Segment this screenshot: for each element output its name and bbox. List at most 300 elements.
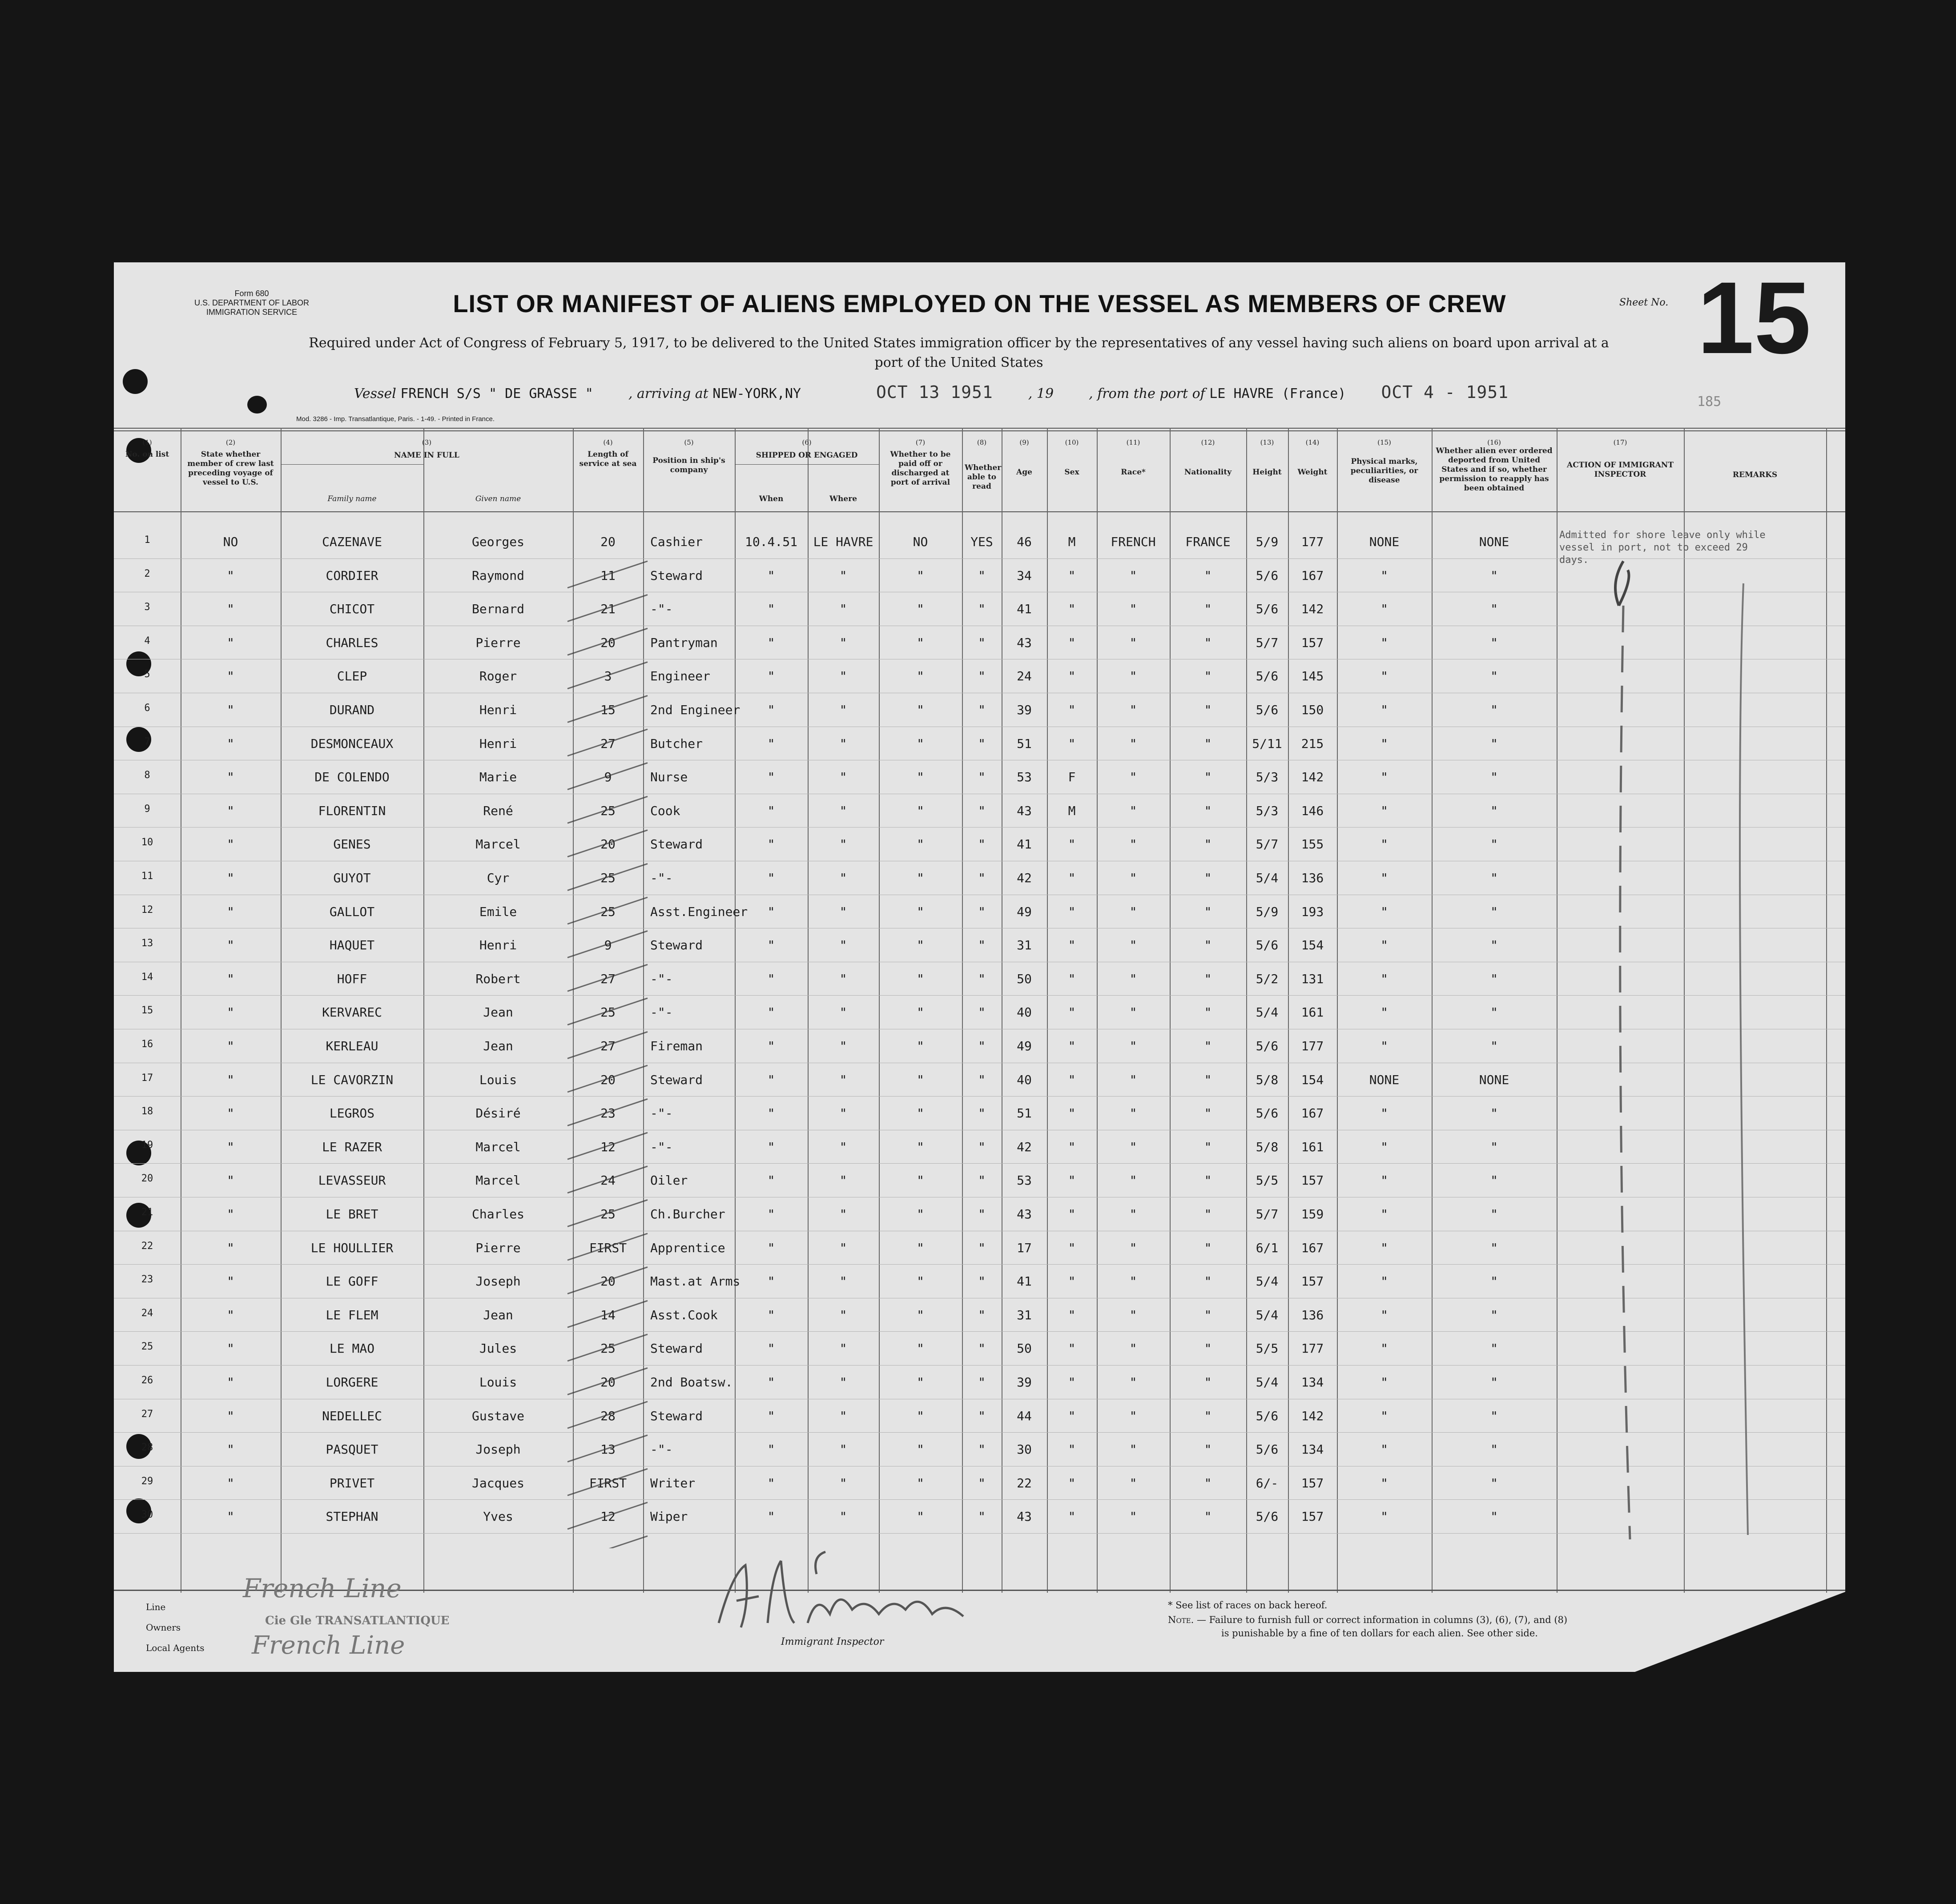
crew-cell-read: " [978,1308,986,1322]
crew-cell-weight: 136 [1301,871,1324,885]
crew-cell-age: 43 [1017,635,1032,650]
crew-cell-service: 27 [600,972,616,986]
column-number: (10) [1065,438,1079,446]
column-number: (16) [1487,438,1501,446]
crew-cell-phys: " [1380,568,1388,583]
crew-cell-family: FLORENTIN [318,803,386,818]
crew-cell-age: 43 [1017,1509,1032,1524]
crew-cell-when: " [767,904,775,919]
crew-cell-where: " [839,972,847,986]
crew-cell-deport: " [1490,1476,1498,1490]
crew-cell-where: " [839,1274,847,1289]
crew-cell-age: 40 [1017,1073,1032,1087]
crew-cell-height: 5/8 [1256,1140,1279,1154]
crew-cell-deport: " [1490,770,1498,784]
crew-cell-where: " [839,1106,847,1121]
crew-cell-when: " [767,1106,775,1121]
crew-cell-nat: " [1204,1442,1212,1457]
crew-cell-given: Marie [479,770,517,784]
crew-cell-nat: " [1204,1073,1212,1087]
crew-cell-sex: " [1068,1173,1076,1188]
crew-cell-service: 25 [600,1005,616,1020]
crew-cell-height: 5/6 [1256,568,1279,583]
crew-cell-nat: " [1204,1476,1212,1490]
crew-cell-position: -"- [650,871,673,885]
crew-cell-deport: " [1490,1274,1498,1289]
crew-cell-read: " [978,1039,986,1053]
crew-cell-phys: " [1380,1442,1388,1457]
crew-cell-family: LORGERE [326,1375,378,1390]
crew-cell-prev: " [227,938,234,952]
crew-cell-no: 29 [141,1476,153,1487]
crew-cell-phys: " [1380,1476,1388,1490]
crew-cell-read: " [978,736,986,751]
crew-cell-no: 11 [141,871,153,882]
crew-cell-read: " [978,1341,986,1356]
crew-cell-given: René [483,803,513,818]
crew-cell-age: 24 [1017,669,1032,683]
crew-cell-where: " [839,1341,847,1356]
crew-cell-family: LEVASSEUR [318,1173,386,1188]
crew-cell-sex: " [1068,938,1076,952]
crew-cell-weight: 161 [1301,1005,1324,1020]
crew-cell-race: " [1129,568,1137,583]
crew-cell-where: " [839,1005,847,1020]
crew-cell-nat: " [1204,1039,1212,1053]
crew-cell-family: CLEP [337,669,367,683]
crew-cell-when: " [767,1241,775,1255]
crew-cell-phys: " [1380,1375,1388,1390]
crew-cell-age: 31 [1017,938,1032,952]
crew-cell-family: PASQUET [326,1442,378,1457]
crew-cell-service: 12 [600,1509,616,1524]
crew-cell-phys: " [1380,1341,1388,1356]
crew-cell-given: Gustave [471,1409,524,1423]
crew-cell-family: LE CAVORZIN [310,1073,394,1087]
crew-cell-deport: " [1490,1106,1498,1121]
crew-cell-prev: " [227,972,234,986]
crew-cell-nat: " [1204,837,1212,852]
crew-cell-race: " [1129,1409,1137,1423]
crew-cell-when: " [767,1308,775,1322]
crew-cell-position: Butcher [650,736,703,751]
crew-cell-phys: " [1380,972,1388,986]
crew-cell-service: 12 [600,1140,616,1154]
crew-cell-prev: " [227,770,234,784]
crew-cell-no: 18 [141,1106,153,1117]
header-physical-marks: Physical marks, peculiarities, or disease [1350,457,1418,485]
crew-cell-sex: " [1068,972,1076,986]
arrival-date-stamp: OCT 13 1951 [876,382,993,402]
crew-cell-paid: " [917,1207,924,1221]
crew-cell-race: " [1129,736,1137,751]
crew-cell-paid: " [917,1442,924,1457]
footer-owners-label: Owners [146,1622,181,1633]
document-subtitle [247,333,1670,373]
crew-cell-age: 30 [1017,1442,1032,1457]
header-sex: Sex [1064,468,1079,477]
crew-cell-no: 28 [141,1442,153,1453]
crew-cell-position: Nurse [650,770,688,784]
crew-cell-read: " [978,1375,986,1390]
crew-cell-given: Joseph [475,1442,521,1457]
crew-cell-where: " [839,1409,847,1423]
crew-cell-nat: " [1204,703,1212,717]
crew-cell-age: 17 [1017,1241,1032,1255]
crew-cell-nat: " [1204,602,1212,616]
crew-cell-race: " [1129,1476,1137,1490]
crew-cell-where: " [839,1476,847,1490]
sheet-number: 15 [1697,261,1811,375]
table-top-rule-inner [114,430,1845,431]
crew-cell-deport: NONE [1479,1073,1509,1087]
crew-cell-race: " [1129,837,1137,852]
crew-cell-phys: " [1380,1173,1388,1188]
footnote-note [1168,1613,1702,1640]
crew-cell-no: 25 [141,1341,153,1352]
crew-cell-phys: " [1380,803,1388,818]
crew-cell-sex: " [1068,837,1076,852]
crew-cell-position: Steward [650,1341,703,1356]
crew-cell-given: Pierre [475,1241,521,1255]
crew-cell-no: 19 [141,1140,153,1151]
crew-cell-sex: " [1068,1241,1076,1255]
crew-cell-when: " [767,770,775,784]
crew-cell-paid: " [917,1005,924,1020]
crew-cell-age: 31 [1017,1308,1032,1322]
crew-cell-nat: " [1204,1509,1212,1524]
crew-cell-height: 5/9 [1256,534,1279,549]
crew-cell-nat: " [1204,803,1212,818]
crew-cell-given: Désiré [475,1106,521,1121]
crew-cell-deport: " [1490,803,1498,818]
crew-cell-no: 14 [141,972,153,983]
vessel-label: Vessel [354,386,396,402]
footnote-note-line-2: is punishable by a fine of ten dollars for each alien. See other side. [1221,1628,1538,1639]
crew-cell-weight: 177 [1301,534,1324,549]
crew-cell-where: " [839,837,847,852]
crew-cell-prev: " [227,904,234,919]
crew-cell-position: -"- [650,1005,673,1020]
crew-cell-family: LEGROS [329,1106,375,1121]
crew-cell-prev: " [227,1106,234,1121]
crew-cell-paid: " [917,602,924,616]
crew-cell-paid: " [917,669,924,683]
header-when: When [759,494,784,503]
crew-cell-height: 5/9 [1256,904,1279,919]
crew-cell-deport: " [1490,703,1498,717]
crew-cell-sex: " [1068,1442,1076,1457]
crew-cell-service: 25 [600,871,616,885]
crew-cell-position: -"- [650,602,673,616]
crew-cell-paid: " [917,803,924,818]
crew-cell-weight: 154 [1301,938,1324,952]
crew-cell-service: 9 [604,938,612,952]
crew-cell-paid: " [917,1106,924,1121]
footer-line-label: Line [146,1602,166,1612]
crew-cell-where: " [839,1308,847,1322]
crew-cell-family: GUYOT [333,871,371,885]
crew-cell-where: " [839,1207,847,1221]
department-name: U.S. DEPARTMENT OF LABOR [194,298,310,307]
name-subheader-rule [281,464,423,465]
crew-cell-family: KERVAREC [322,1005,382,1020]
crew-cell-given: Jean [483,1308,513,1322]
crew-cell-deport: " [1490,669,1498,683]
crew-cell-weight: 134 [1301,1442,1324,1457]
crew-cell-phys: " [1380,669,1388,683]
crew-cell-service: 27 [600,1039,616,1053]
crew-cell-no: 6 [144,703,150,714]
crew-cell-sex: " [1068,1005,1076,1020]
crew-cell-phys: " [1380,770,1388,784]
column-number: (5) [684,438,694,446]
crew-cell-read: " [978,1005,986,1020]
crew-cell-where: " [839,1073,847,1087]
crew-cell-service: 20 [600,1274,616,1289]
crew-cell-when: 10.4.51 [745,534,797,549]
crew-cell-weight: 150 [1301,703,1324,717]
crew-cell-read: " [978,904,986,919]
crew-cell-read: " [978,972,986,986]
crew-cell-deport: " [1490,837,1498,852]
crew-cell-sex: " [1068,1409,1076,1423]
crew-cell-phys: " [1380,871,1388,885]
crew-cell-race: " [1129,1241,1137,1255]
crew-cell-sex: M [1068,534,1076,549]
crew-cell-sex: " [1068,1207,1076,1221]
crew-cell-age: 34 [1017,568,1032,583]
crew-cell-prev: " [227,703,234,717]
crew-cell-weight: 155 [1301,837,1324,852]
crew-cell-age: 53 [1017,770,1032,784]
service-name: IMMIGRATION SERVICE [206,308,298,317]
crew-cell-given: Pierre [475,635,521,650]
crew-cell-position: -"- [650,972,673,986]
crew-cell-no: 12 [141,904,153,916]
crew-cell-age: 50 [1017,1341,1032,1356]
crew-cell-read: " [978,1207,986,1221]
crew-cell-deport: " [1490,1140,1498,1154]
crew-cell-nat: " [1204,1274,1212,1289]
crew-cell-weight: 157 [1301,1274,1324,1289]
sheet-number-label: Sheet No. [1619,297,1669,308]
footnote-note-label: Note. [1168,1615,1194,1625]
crew-cell-prev: " [227,1039,234,1053]
crew-cell-service: 15 [600,703,616,717]
crew-cell-sex: " [1068,1039,1076,1053]
crew-cell-given: Cyr [487,871,510,885]
header-race: Race* [1121,468,1146,477]
crew-cell-height: 5/6 [1256,669,1279,683]
crew-cell-prev: " [227,1308,234,1322]
crew-cell-service: FIRST [589,1241,627,1255]
header-height: Height [1252,468,1282,477]
crew-cell-phys: " [1380,703,1388,717]
crew-cell-read: " [978,803,986,818]
crew-cell-no: 3 [144,602,150,613]
footer-agents-stamp: French Line [252,1631,405,1660]
crew-cell-nat: " [1204,1106,1212,1121]
crew-cell-nat: " [1204,1308,1212,1322]
column-number: (6) [802,438,812,446]
crew-cell-sex: F [1068,770,1076,784]
crew-cell-paid: " [917,1274,924,1289]
crew-cell-position: Asst.Engineer [650,904,748,919]
crew-cell-service: 25 [600,1341,616,1356]
crew-cell-given: Marcel [475,1140,521,1154]
crew-cell-when: " [767,1476,775,1490]
header-remarks: REMARKS [1732,470,1778,479]
crew-cell-sex: " [1068,1073,1076,1087]
crew-cell-weight: 159 [1301,1207,1324,1221]
crew-cell-phys: " [1380,1140,1388,1154]
crew-cell-height: 5/2 [1256,972,1279,986]
crew-cell-weight: 134 [1301,1375,1324,1390]
crew-cell-weight: 177 [1301,1039,1324,1053]
header-age: Age [1016,468,1032,477]
crew-cell-given: Jean [483,1039,513,1053]
crew-cell-race: " [1129,972,1137,986]
crew-cell-family: PRIVET [329,1476,375,1490]
crew-cell-service: 3 [604,669,612,683]
crew-cell-no: 1 [144,534,150,546]
header-able-to-read: Whether able to read [965,463,1002,491]
crew-cell-height: 5/7 [1256,837,1279,852]
crew-cell-nat: " [1204,568,1212,583]
crew-cell-age: 42 [1017,871,1032,885]
crew-cell-deport: " [1490,938,1498,952]
crew-cell-sex: " [1068,1509,1076,1524]
column-number: (13) [1260,438,1274,446]
crew-cell-prev: " [227,635,234,650]
crew-cell-no: 16 [141,1039,153,1050]
crew-cell-read: " [978,938,986,952]
crew-cell-nat: " [1204,669,1212,683]
crew-cell-deport: " [1490,1173,1498,1188]
crew-cell-when: " [767,1039,775,1053]
crew-cell-family: LE HOULLIER [310,1241,394,1255]
crew-cell-race: " [1129,602,1137,616]
crew-cell-sex: " [1068,736,1076,751]
column-number: (7) [915,438,926,446]
crew-cell-prev: " [227,1375,234,1390]
crew-cell-where: " [839,1241,847,1255]
crew-cell-given: Henri [479,703,517,717]
crew-cell-weight: 161 [1301,1140,1324,1154]
column-number: (11) [1126,438,1140,446]
crew-cell-phys: " [1380,837,1388,852]
crew-cell-height: 5/4 [1256,1274,1279,1289]
crew-cell-height: 5/6 [1256,1509,1279,1524]
crew-cell-nat: " [1204,904,1212,919]
crew-cell-family: DURAND [329,703,375,717]
manifest-sheet [114,262,1845,1672]
subtitle-line-2: port of the United States [874,355,1043,370]
crew-cell-phys: " [1380,736,1388,751]
header-deported: Whether alien ever ordered deported from United States and if so, whether permission to reapply has been obtained [1436,446,1553,493]
crew-cell-age: 46 [1017,534,1032,549]
crew-cell-weight: 157 [1301,1476,1324,1490]
departure-date-stamp: OCT 4 - 1951 [1381,382,1509,402]
header-inspector-action: ACTION OF IMMIGRANT INSPECTOR [1567,461,1674,479]
crew-cell-when: " [767,938,775,952]
printer-imprint: Mod. 3286 - Imp. Transatlantique, Paris. - 1-49. - Printed in France. [296,415,495,423]
crew-cell-phys: " [1380,938,1388,952]
header-length-of-service: Length of service at sea [579,450,637,468]
crew-cell-height: 5/6 [1256,602,1279,616]
column-number: (3) [422,438,432,446]
crew-cell-when: " [767,568,775,583]
col-divider [1826,428,1827,1593]
crew-cell-position: Steward [650,837,703,852]
crew-cell-race: " [1129,635,1137,650]
crew-cell-age: 39 [1017,703,1032,717]
footer-line-stamp: French Line [243,1573,402,1603]
crew-cell-when: " [767,837,775,852]
crew-cell-given: Louis [479,1073,517,1087]
crew-cell-age: 22 [1017,1476,1032,1490]
crew-cell-read: " [978,1509,986,1524]
crew-cell-sex: " [1068,568,1076,583]
crew-cell-when: " [767,736,775,751]
crew-cell-phys: " [1380,904,1388,919]
crew-cell-sex: " [1068,1476,1076,1490]
crew-cell-age: 43 [1017,803,1032,818]
pencil-marks [1557,543,1823,1611]
crew-cell-weight: 167 [1301,568,1324,583]
column-number: (8) [977,438,987,446]
crew-cell-no: 4 [144,635,150,647]
crew-cell-deport: " [1490,972,1498,986]
crew-cell-given: Yves [483,1509,513,1524]
header-weight: Weight [1297,468,1328,477]
crew-cell-read: " [978,1241,986,1255]
crew-cell-position: Cook [650,803,680,818]
crew-cell-prev: " [227,837,234,852]
crew-cell-race: " [1129,1207,1137,1221]
crew-cell-nat: " [1204,1341,1212,1356]
crew-cell-phys: " [1380,1106,1388,1121]
crew-cell-prev: NO [223,534,238,549]
crew-cell-race: " [1129,1274,1137,1289]
crew-cell-deport: " [1490,1039,1498,1053]
crew-cell-deport: " [1490,568,1498,583]
crew-cell-when: " [767,1073,775,1087]
crew-cell-prev: " [227,1005,234,1020]
crew-cell-when: " [767,1173,775,1188]
crew-cell-nat: " [1204,972,1212,986]
crew-cell-height: 6/- [1256,1476,1279,1490]
crew-cell-no: 2 [144,568,150,579]
crew-cell-weight: 131 [1301,972,1324,986]
crew-cell-nat: " [1204,1140,1212,1154]
crew-cell-race: " [1129,871,1137,885]
crew-cell-age: 51 [1017,1106,1032,1121]
crew-cell-family: DE COLENDO [314,770,390,784]
crew-cell-read: " [978,1106,986,1121]
crew-cell-phys: " [1380,1039,1388,1053]
crew-cell-given: Emile [479,904,517,919]
crew-cell-family: HAQUET [329,938,375,952]
crew-cell-age: 43 [1017,1207,1032,1221]
column-number: (17) [1613,438,1627,446]
crew-cell-phys: " [1380,1005,1388,1020]
table-top-rule [114,428,1845,429]
header-family-name: Family name [327,494,377,503]
crew-cell-age: 41 [1017,837,1032,852]
crew-cell-where: " [839,938,847,952]
